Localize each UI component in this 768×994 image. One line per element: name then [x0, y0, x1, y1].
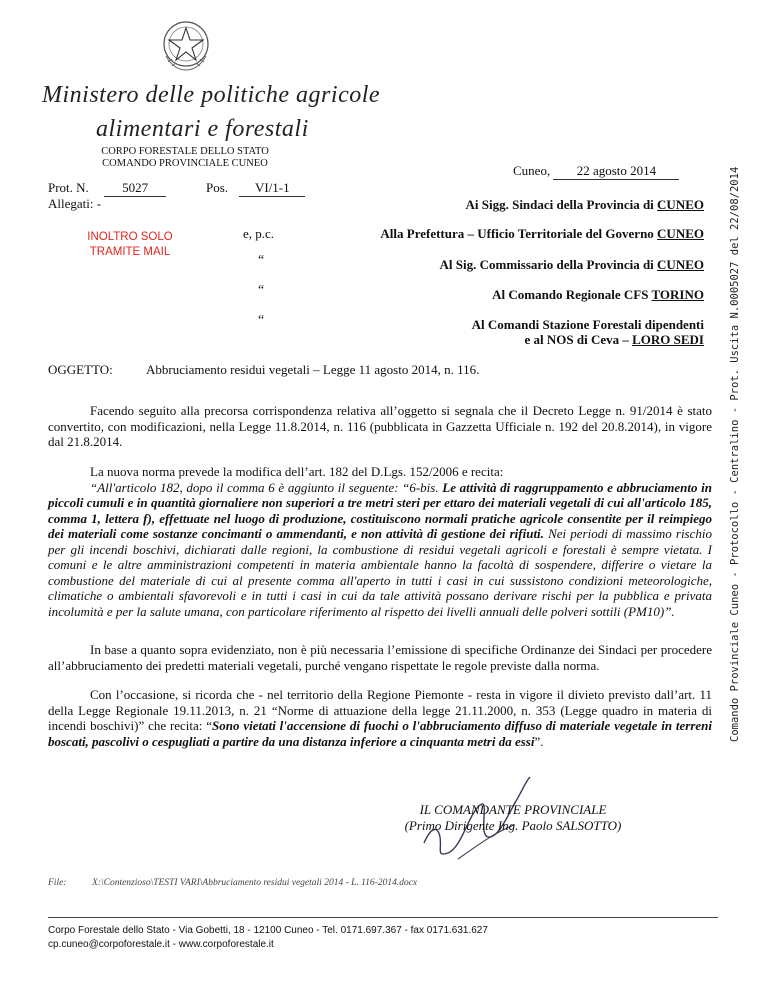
recipient-prefecture-place: CUNEO: [657, 226, 704, 241]
signature-title: IL COMANDANTE PROVINCIALE: [419, 802, 607, 817]
document-date: 22 agosto 2014: [553, 163, 679, 180]
body-paragraph-1: [48, 403, 712, 450]
law-quote-bold: Le attività di raggruppamento e abbruciamento in piccoli cumuli e in quantità giornaliere non superiori a tre metri steri per ettaro dei materiali vegetali di cui all'articolo 185, comma 1, lettera f), effettuate nel luogo di produzione, costituiscono normali pratiche agricole consentite per il reimpiego dei materiali come sostanze concimanti o ammendanti, e non attività di gestione dei rifiuti.: [48, 479, 713, 541]
protocol-line: [48, 180, 166, 197]
recipient-commissioner: [440, 257, 704, 273]
body-paragraph-3-text: In base a quanto sopra evidenziato, non è più necessaria l’emissione di specifiche Ordinanze dei Sindaci per procedere all’abbruciamento dei predetti materiali vegetali, purché vengano rispettate le regole previste dalla norma.: [48, 642, 712, 673]
file-label: File:: [48, 878, 67, 888]
recipient-prefecture-text: Alla Prefettura – Ufficio Territoriale del Governo: [380, 226, 654, 241]
place-date-prefix: Cuneo,: [513, 163, 551, 178]
corps-name: CORPO FORESTALE DELLO STATO: [101, 146, 269, 157]
body-paragraph-4-end: ”.: [534, 733, 544, 749]
ditto-mark-2: “: [258, 283, 265, 298]
recipient-regional-command-text: Al Comando Regionale CFS: [492, 287, 649, 302]
signature-block: [368, 802, 658, 834]
recipient-mayors: [466, 197, 705, 213]
ministry-name-line1: Ministero delle politiche agricole: [42, 82, 381, 108]
subject-text: Abbruciamento residui vegetali – Legge 11 agosto 2014, n. 116.: [146, 362, 480, 377]
recipient-forest-stations-line1: Al Comandi Stazione Forestali dipendenti: [471, 317, 704, 332]
law-quote-rest: Nei periodi di massimo rischio per gli incendi boschivi, dichiarati dalle regioni, la combustione di residui vegetali agricoli e forestali è sempre vietata. I comuni e le altre amministrazioni competenti in materia ambientale hanno la facoltà di sospendere, differire o vietare la combustione del materiale di cui al presente comma all'aperto in tutti i casi in cui sussistono condizioni meteorologiche, climatiche o ambientali sfavorevoli e in tutti i casi in cui da tale attività possano derivare rischi per la pubblica e privata incolumità e per la salute umana, con particolare riferimento al rispetto dei livelli annuali delle polveri sottili (PM10)”.: [48, 526, 713, 619]
body-paragraph-2: [48, 464, 712, 619]
recipient-regional-command-place: TORINO: [651, 287, 704, 302]
recipient-commissioner-place: CUNEO: [657, 257, 704, 272]
pos-label: Pos.: [206, 180, 229, 195]
recipient-mayors-text: Ai Sigg. Sindaci della Provincia di: [465, 197, 654, 212]
epc-label: e, p.c.: [243, 226, 275, 241]
pos-value: VI/1-1: [239, 180, 305, 197]
file-path: X:\Contenzioso\TESTI VARI\Abbruciamento residui vegetali 2014 - L. 116-2014.docx: [92, 878, 418, 888]
attachments: Allegati: -: [48, 196, 102, 211]
recipient-commissioner-text: Al Sig. Commissario della Provincia di: [439, 257, 654, 272]
footer-address: Corpo Forestale dello Stato - Via Gobetti, 18 - 12100 Cuneo - Tel. 0171.697.367 - fax 0171.631.627: [48, 925, 488, 936]
recipient-prefecture: [380, 226, 704, 242]
law-quote-intro: “All'articolo 182, dopo il comma 6 è aggiunto il seguente: “6-bis.: [90, 479, 439, 495]
recipient-regional-command: [492, 287, 704, 303]
prot-number: 5027: [104, 180, 166, 197]
mail-only-note-line2: TRAMITE MAIL: [89, 246, 171, 258]
body-paragraph-2-text: La nuova norma prevede la modifica dell’art. 182 del D.Lgs. 152/2006 e recita:: [90, 464, 504, 479]
body-paragraph-3: [48, 642, 712, 673]
recipient-mayors-place: CUNEO: [657, 197, 704, 212]
place-date: [513, 163, 679, 180]
position-line: [206, 180, 305, 197]
body-paragraph-4: [48, 687, 712, 749]
ditto-mark-1: “: [258, 253, 265, 268]
recipient-forest-stations-place: LORO SEDI: [632, 332, 704, 347]
recipient-forest-stations: [472, 317, 704, 347]
command-name: COMANDO PROVINCIALE CUNEO: [102, 158, 268, 169]
ditto-mark-3: “: [258, 313, 265, 328]
republic-emblem: [160, 18, 212, 74]
ministry-name-line2: alimentari e forestali: [96, 116, 309, 142]
signature-name: (Primo Dirigente Ing. Paolo SALSOTTO): [404, 818, 622, 833]
prot-label: Prot. N.: [48, 180, 89, 195]
body-paragraph-4-bold: Sono vietati l'accensione di fuochi o l'abbruciamento diffuso di materiale vegetale in terreni boscati, pascolivi o cespugliati a partire da una distanza inferiore a cinquanta metri da essi: [48, 718, 713, 749]
mail-only-note-line1: INOLTRO SOLO: [87, 231, 173, 243]
mail-only-note: [80, 230, 180, 260]
body-paragraph-1-text: Facendo seguito alla precorsa corrispondenza relativa all’oggetto si segnala che il Decreto Legge n. 91/2014 è stato convertito, con modificazioni, nella Legge 11.8.2014, n. 116 (pubblicata in Gazzetta Ufficiale n. 192 del 20.8.2014), in vigore dal 21.8.2014.: [48, 403, 712, 449]
subject-label: OGGETTO:: [48, 362, 113, 377]
law-quote: [48, 480, 712, 620]
body-paragraph-4-text: [48, 687, 712, 749]
footer-contacts: cp.cuneo@corpoforestale.it - www.corpoforestale.it: [48, 939, 274, 950]
recipient-forest-stations-line2: [472, 332, 704, 347]
recipient-forest-stations-text: e al NOS di Ceva –: [524, 332, 629, 347]
footer-divider: [48, 917, 718, 918]
body-paragraph-4-intro: Con l’occasione, si ricorda che - nel territorio della Regione Piemonte - resta in vigore il divieto previsto dall’art. 11 della Legge Regionale 19.11.2013, n. 21 “Norme di attuazione della legge 21.11.2000, n. 353 (Legge quadro in materia di incendi boschivi)” che recita: “: [48, 687, 712, 733]
footer: [48, 924, 488, 952]
protocol-stamp-vertical: Comando Provinciale Cuneo - Protocollo - Centralino - Prot. Uscita N.0005027 del 22/08/2014: [729, 166, 741, 742]
